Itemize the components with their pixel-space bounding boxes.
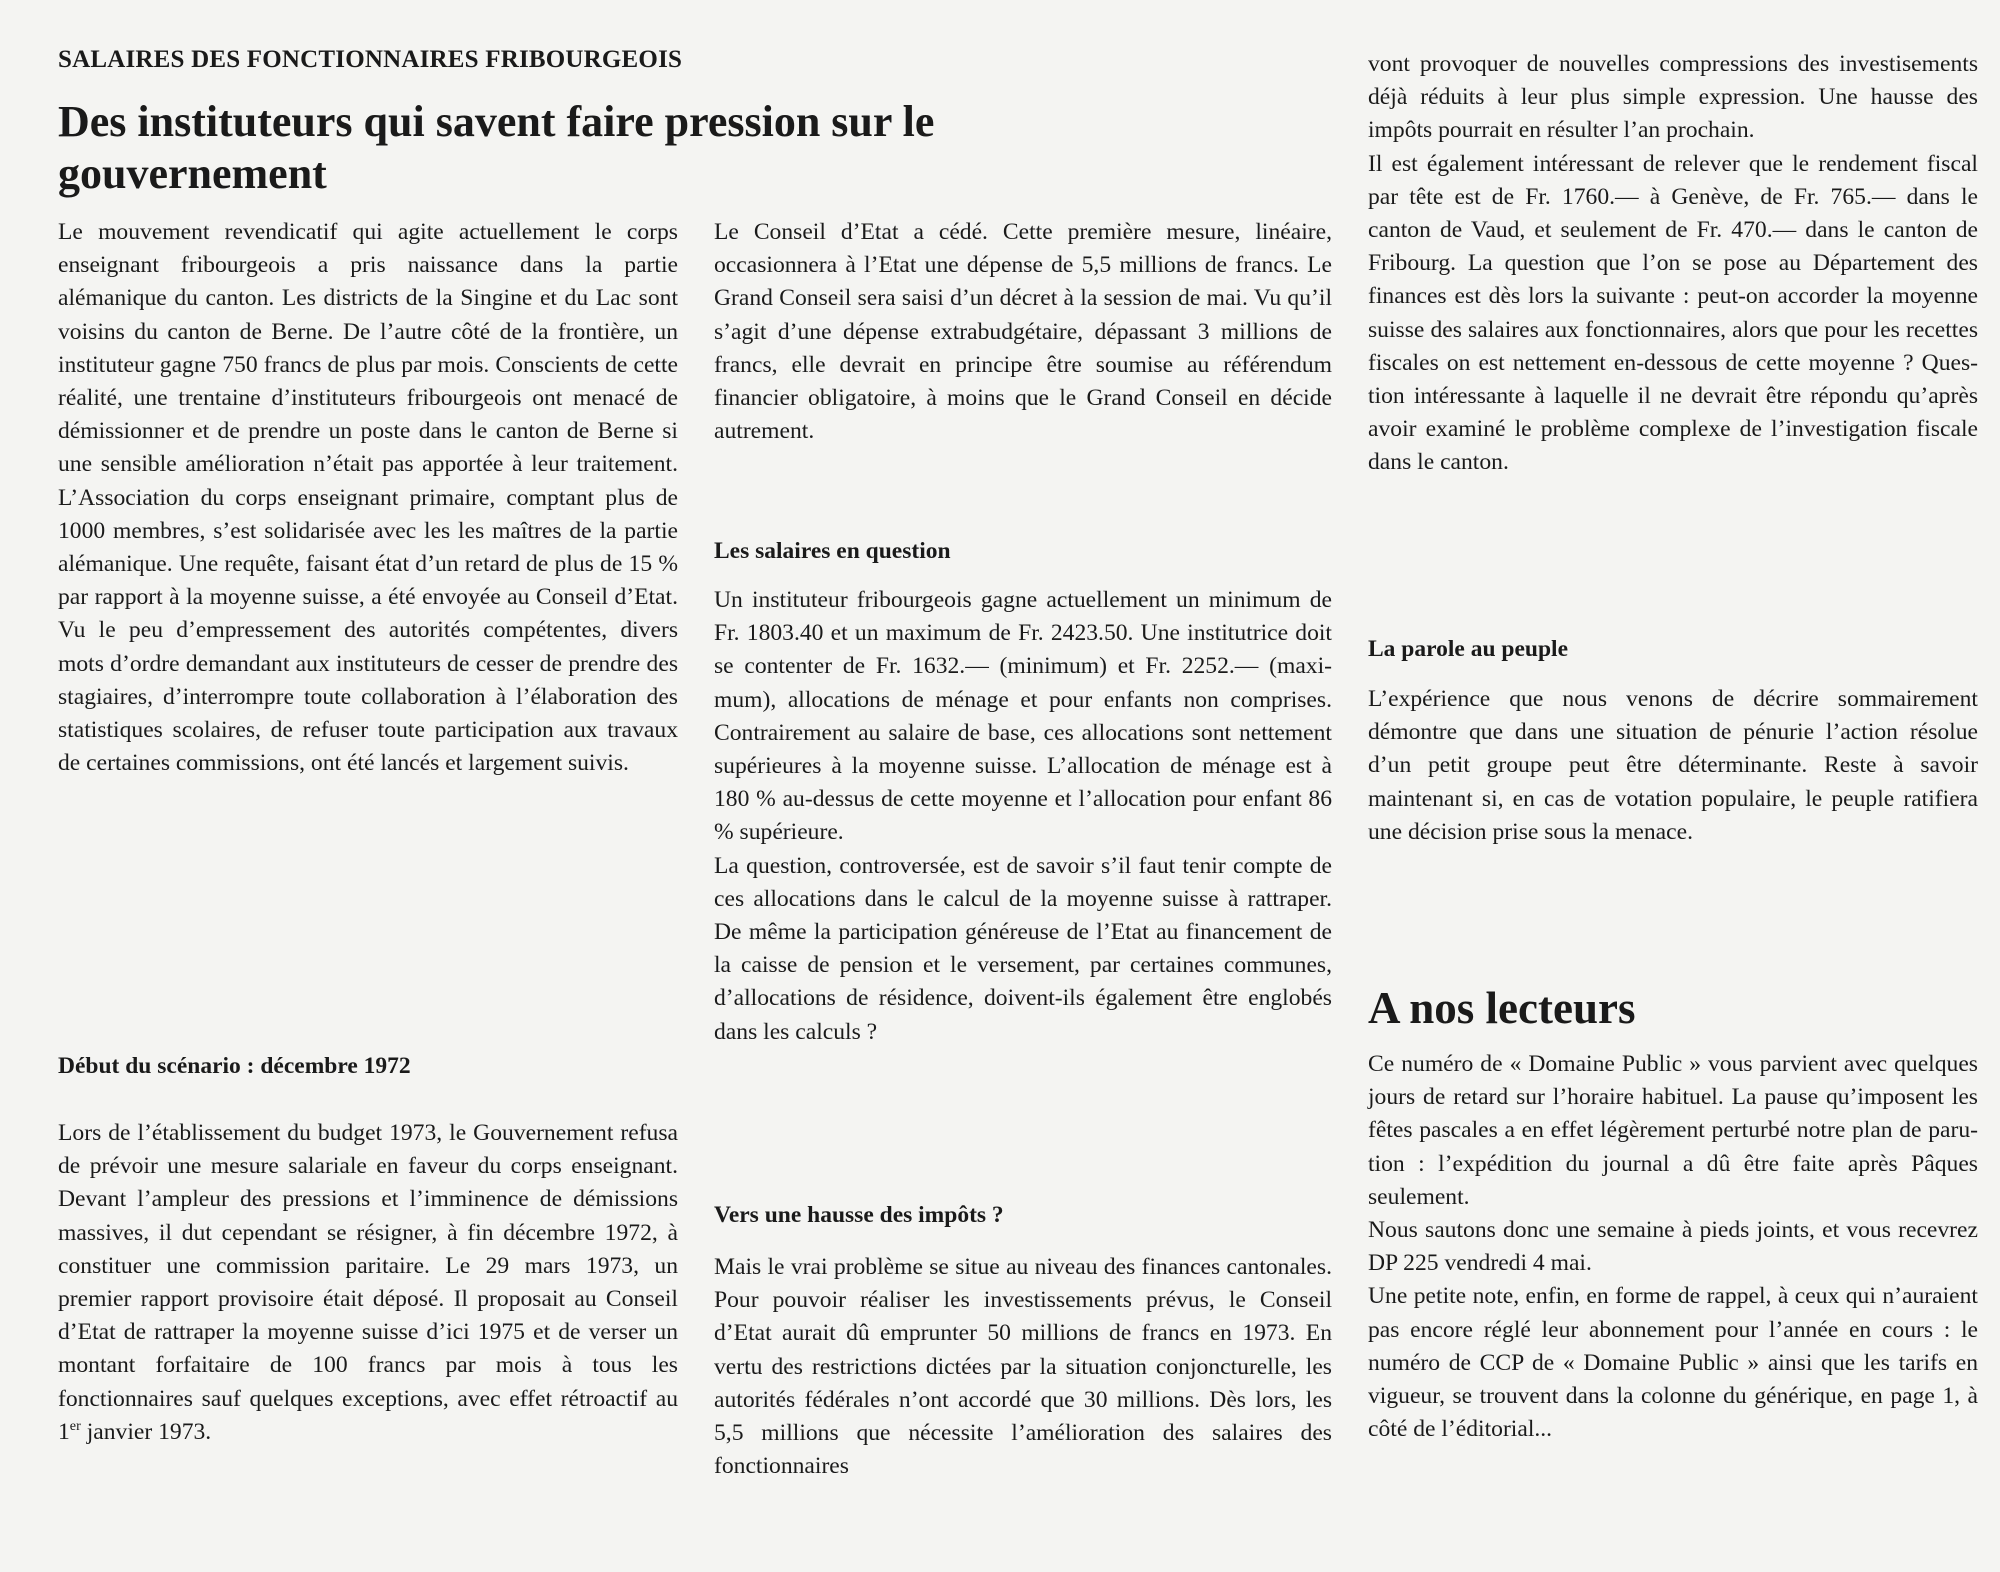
col1-paragraph-1 [58,216,678,780]
paragraph: Ce numéro de « Domaine Public » vous parvient avec quelques jours de retard sur l’horaire habituel. La pause qu’imposent les fêtes pascales a en effet légèrement perturbé notre plan de parution : l’expédition du journal a dû être faite après Pâques seulement. [1368,1051,1978,1210]
paragraph: L’expérience que nous venons de décrire sommairement démontre que dans une situation de pénurie l’action résolue d’un petit groupe peut être déterminante. Reste à savoir maintenant si, en cas de votation populaire, le peuple ratifiera une décision prise sous la menace. [1368,686,1978,845]
paragraph: Nous sautons donc une semaine à pieds joints, et vous recevrez DP 225 vendredi 4 mai. [1368,1217,1978,1277]
article-kicker: SALAIRES DES FONCTIONNAIRES FRIBOURGEOIS [58,46,683,73]
col2-paragraph-2 [714,584,1332,1049]
column-2 [714,0,1332,1572]
paragraph [58,1117,678,1449]
subheading-debut-scenario: Début du scénario : décembre 1972 [58,1053,411,1079]
subheading-parole-peuple: La parole au peuple [1368,636,1569,662]
paragraph: Le mouvement revendicatif qui agite actuellement le corps enseignant fribourgeois a pris naissance dans la partie alémanique du canton. Les districts de la Singine et du Lac sont voisins du canton de Berne. De l’autre côté de la frontière, un instituteur gagne 750 francs de plus par mois. Conscients de cette réalité, une trentaine d’instituteurs fribourgeois ont menacé de démissionner et de prendre un poste dans le canton de Berne si une sensible amélioration n’était pas apportée à leur traitement. L’Association du corps enseignant primaire, comptant plus de 1000 membres, s’est solidarisée avec les les maîtres de la partie alémanique. Une requête, faisant état d’un retard de plus de 15 % par rapport à la moyenne suisse, a été envoyée au Conseil d’Etat. Vu le peu d’empressement des autorités compétentes, divers mots d’ordre demandant aux instituteurs de cesser de prendre des stagiaires, d’interrompre toute collaboration à l’élaboration des statistiques scolaires, de refuser toute participation aux travaux de certaines commissions, ont été lancés et largement suivis. [58,219,678,777]
paragraph: Un instituteur fribourgeois gagne actuellement un minimum de Fr. 1803.40 et un maximum de Fr. 2423.50. Une institutrice doit se contenter de Fr. 1632.— (minimum) et Fr. 2252.— (maximum), allocations de ménage et pour enfants non comprises. Contrairement au salaire de base, ces allocations sont nettement supérieures à la moyenne suisse. L’allocation de ménage est à 180 % au-dessus de cette moyenne et l’allocation pour enfant 86 % supérieure. [714,587,1332,846]
column-3 [1368,0,1978,1572]
col2-paragraph-1 [714,216,1332,448]
paragraph: Mais le vrai problème se situe au niveau des finances cantonales. Pour pouvoir réaliser les investissements prévus, le Conseil d’Etat aurait dû emprunter 50 millions de francs en 1973. En vertu des restrictions dictées par la situation conjoncturelle, les autorités fédérales n’ont accordé que 30 millions. Dès lors, les 5,5 millions que nécessite l’amélioration des salaires des fonctionnaires [714,1254,1332,1480]
col1-paragraph-2 [58,1117,678,1449]
col2-paragraph-4 [714,1251,1332,1483]
notice-body [1368,1048,1978,1446]
paragraph: Une petite note, enfin, en forme de rappel, à ceux qui n’auraient pas encore réglé leur abonnement pour l’année en cours : le numéro de CCP de « Domaine Public » ainsi que les tarifs en vigueur, se trouvent dans la colonne du générique, en page 1, à côté de l’éditorial... [1368,1283,1978,1443]
paragraph: Le Conseil d’Etat a cédé. Cette première mesure, linéaire, occasionnera à l’Etat une dépense de 5,5 millions de francs. Le Grand Conseil sera saisi d’un décret à la session de mai. Vu qu’il s’agit d’une dépense extrabudgétaire, dépassant 3 millions de francs, elle devrait en principe être soumise au référendum financier obligatoire, à moins que le Grand Conseil en décide autrement. [714,219,1332,445]
ordinal-superscript: er [69,1417,81,1434]
notice-title: A nos lecteurs [1368,983,1636,1033]
subheading-hausse-impots: Vers une hausse des impôts ? [714,1202,1004,1228]
subheading-salaires: Les salaires en question [714,538,951,564]
col3-paragraph-3 [1368,683,1978,849]
paragraph: vont provoquer de nouvelles compressions des investisements déjà réduits à leur plus simple expression. Une hausse des impôts pourrait en résulter l’an prochain. [1368,51,1978,144]
col3-paragraph-1 [1368,48,1978,480]
article-headline: Des instituteurs qui savent faire pression sur le gouvernement [58,97,935,198]
paragraph-text: janvier 1973. [80,1418,212,1445]
paragraph: La question, controversée, est de savoir s’il faut tenir compte de ces allocations dans le calcul de la moyenne suisse à rattraper. De même la participation généreuse de l’Etat au financement de la caisse de pension et le versement, par certaines communes, d’allocations de résidence, doivent-ils également être englobés dans les calculs ? [714,852,1332,1045]
paragraph: Il est également intéressant de relever que le rendement fiscal par tête est de Fr. 1760.— à Genève, de Fr. 765.— dans le canton de Vaud, et seulement de Fr. 470.— dans le canton de Fribourg. La question que l’on se pose au Département des finances est dès lors la suivante : peut-on accorder la moyenne suisse des salaires aux fonctionnaires, alors que pour les recettes fiscales on est nettement en-dessous de cette moyenne ? Question intéressante à laquelle il ne devrait être répondu qu’après avoir examiné le problème complexe de l’investigation fiscale dans le canton. [1368,150,1978,476]
paragraph-text: Lors de l’établissement du budget 1973, le Gouvernement refusa de prévoir une mesure salariale en faveur du corps enseignant. Devant l’ampleur des pressions et l’imminence de démissions massives, il dut cependant se résigner, à fin décembre 1972, à constituer une commission paritaire. Le 29 mars 1973, un premier rapport provisoire était déposé. Il proposait au Conseil d’Etat de rattraper la moyenne suisse d’ici 1975 et de verser un montant forfaitaire de 100 francs par mois à tous les fonctionnaires sauf quelques exceptions, avec effet rétroactif au 1 [58,1120,678,1445]
